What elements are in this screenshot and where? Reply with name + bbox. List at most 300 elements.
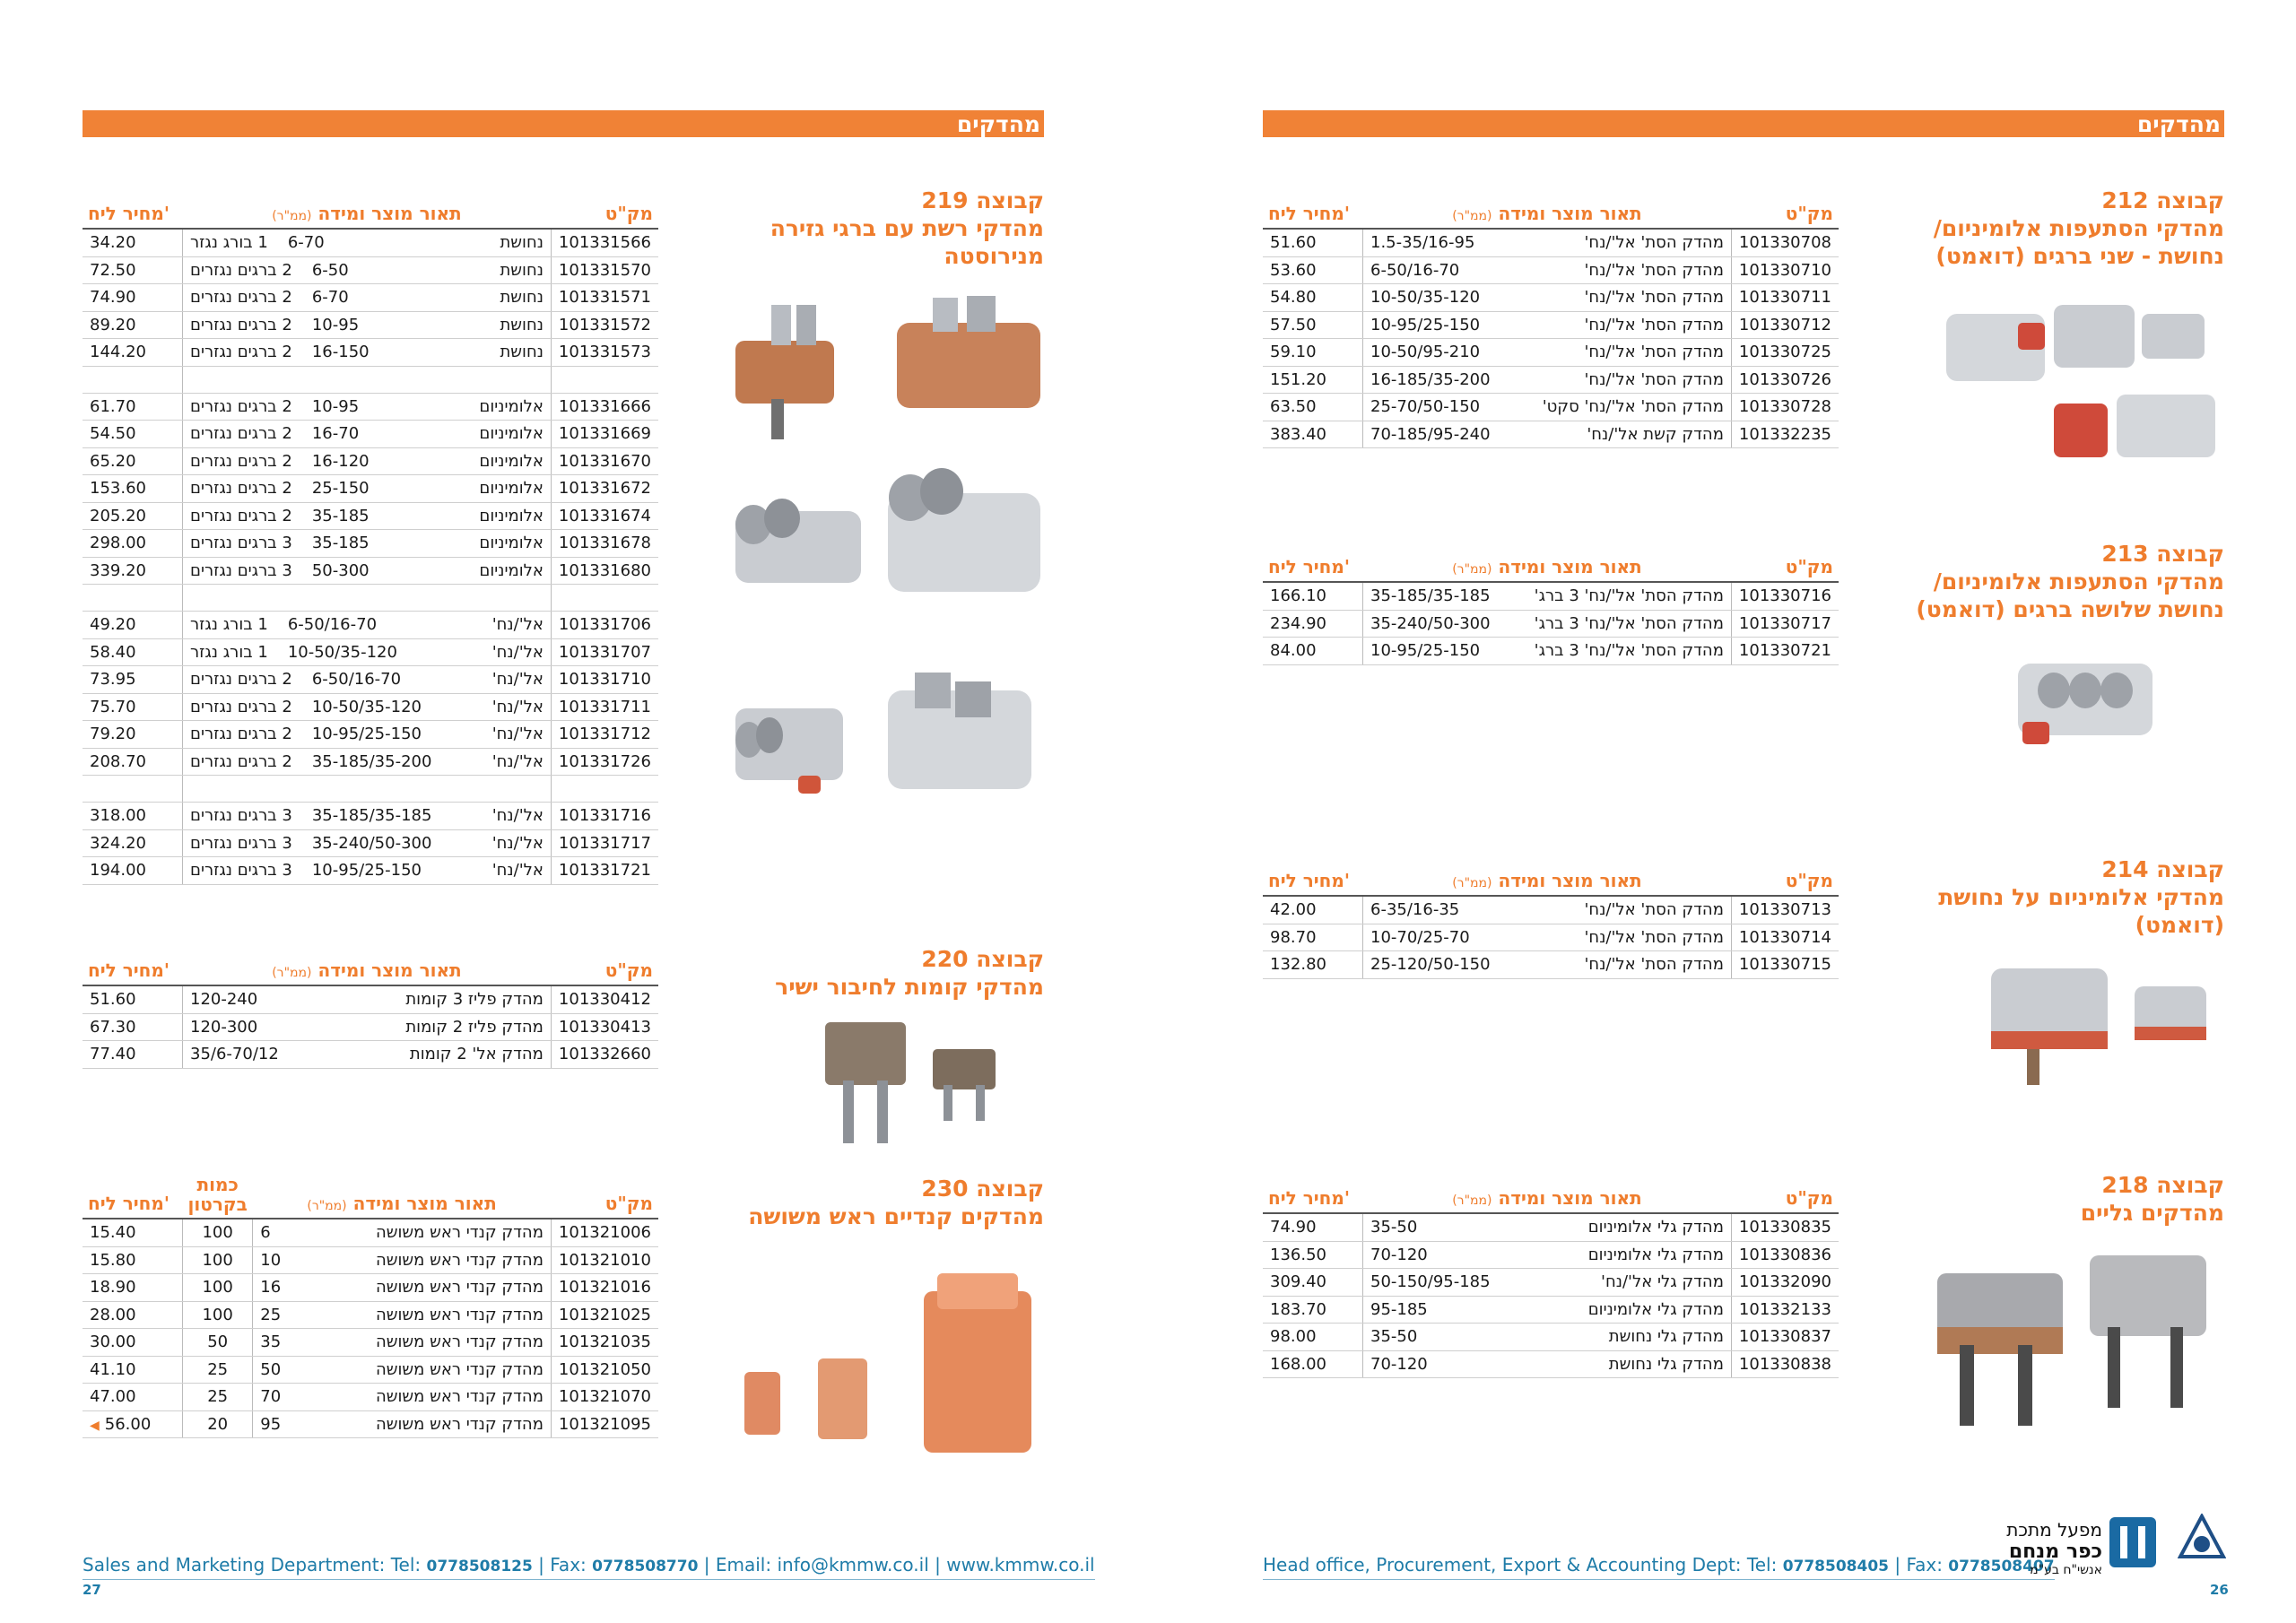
sku-cell: 101321016 — [551, 1274, 658, 1302]
sku-cell: 101321095 — [551, 1410, 658, 1438]
description-cell — [1363, 610, 1732, 638]
description: מהדק קנדי ראש משושה — [376, 1305, 544, 1324]
header-price: מחיר ליח' — [1263, 543, 1363, 582]
header-sku: מק"ט — [1731, 857, 1839, 896]
material: אלומיניום — [479, 479, 544, 499]
sku-cell: 101332660 — [551, 1041, 658, 1069]
table-header — [1263, 543, 1839, 582]
description-cell — [253, 1410, 552, 1438]
group-220-title — [775, 945, 1044, 1001]
dimension: 35-50 — [1370, 1218, 1418, 1237]
bolts: 2 ברגים נגזרים — [190, 343, 292, 362]
dimension: 120-300 — [190, 1017, 258, 1037]
table-row — [83, 339, 658, 367]
table-row — [1263, 951, 1839, 979]
table-row — [83, 829, 658, 857]
table-row — [83, 557, 658, 585]
price-cell: 77.40 — [83, 1041, 183, 1069]
description-cell — [253, 1301, 552, 1329]
price-cell: 339.20 — [83, 557, 183, 585]
header-description: תאור מוצר ומידה (ממ"ר) — [1363, 543, 1732, 582]
table-row — [1263, 1269, 1839, 1297]
bolts: 2 ברגים נגזרים — [190, 670, 292, 690]
price-cell: 15.80 — [83, 1246, 183, 1274]
material: נחושת — [500, 233, 544, 253]
dimension: 10-95/25-150 — [1370, 641, 1481, 661]
dimension: 35/6-70/12 — [190, 1045, 279, 1064]
bolts: 2 ברגים נגזרים — [190, 396, 292, 416]
price-cell: 65.20 — [83, 447, 183, 475]
description: מהדק קשת אל'/נח' — [1587, 424, 1724, 444]
bolts: 2 ברגים נגזרים — [190, 725, 292, 744]
price-cell: 51.60 — [1263, 229, 1363, 256]
description-cell — [183, 829, 552, 857]
sku-cell: 101331670 — [551, 447, 658, 475]
description-cell — [183, 284, 552, 312]
group-230-title — [748, 1175, 1044, 1230]
description-cell — [1363, 1296, 1732, 1324]
description-cell — [183, 475, 552, 503]
table-row — [83, 1301, 658, 1329]
table-row — [1263, 1296, 1839, 1324]
table-row — [83, 666, 658, 694]
table-row — [1263, 229, 1839, 256]
header-description: תאור מוצר ומידה (ממ"ר) — [1363, 857, 1732, 896]
description-cell — [253, 1329, 552, 1357]
sku-cell: 101321025 — [551, 1301, 658, 1329]
table-row — [1263, 311, 1839, 339]
dimension: 16-70 — [311, 424, 360, 444]
logo-line-1: מפעל מתכת — [2006, 1519, 2102, 1541]
sku-cell: 101331712 — [551, 721, 658, 749]
sku-cell: 101331726 — [551, 748, 658, 776]
price-cell: 89.20 — [83, 311, 183, 339]
description-cell — [1363, 1213, 1732, 1241]
price-cell: 42.00 — [1263, 896, 1363, 924]
product-photo-230 — [735, 1273, 1076, 1471]
price-cell: 58.40 — [83, 638, 183, 666]
table-header — [83, 190, 658, 229]
description: מהדק אל' 2 קומות — [409, 1045, 544, 1064]
group-number: קבוצה 218 — [2101, 1172, 2224, 1198]
price-cell: 47.00 — [83, 1384, 183, 1411]
footer-fax: 0778508770 — [592, 1558, 699, 1575]
material: אל'/נח' — [491, 697, 544, 716]
description-cell — [253, 1219, 552, 1246]
triangle-left-icon: ◀ — [90, 1418, 100, 1433]
description-cell — [183, 229, 552, 256]
footer-tel[interactable]: 0778508125 — [426, 1558, 533, 1575]
price-cell: 309.40 — [1263, 1269, 1363, 1297]
description: מהדק פליז 2 קומות — [405, 1017, 544, 1037]
sku-cell: 101331710 — [551, 666, 658, 694]
description-cell — [1363, 1350, 1732, 1378]
bolts: 1 בורג נגזר — [190, 233, 268, 253]
header-description: תאור מוצר ומידה (ממ"ר) — [183, 190, 552, 229]
description: מהדק הסת' אל'/נח' 3 ברג' — [1534, 641, 1724, 661]
header-qty: כמות בקרטון — [183, 1175, 253, 1219]
dimension: 35 — [260, 1332, 282, 1352]
sku-cell: 101331572 — [551, 311, 658, 339]
description: מהדק הסת' אל'/נח' — [1584, 260, 1724, 280]
group-number: קבוצה 230 — [921, 1176, 1044, 1202]
dimension: 95-185 — [1370, 1299, 1428, 1319]
dimension: 10-50/95-210 — [1370, 343, 1481, 362]
description: מהדק קנדי ראש משושה — [376, 1278, 544, 1298]
sku-cell: 101331570 — [551, 256, 658, 284]
product-photo-220 — [816, 1004, 1004, 1148]
description: מהדק הסת' אל'/נח' — [1584, 343, 1724, 362]
table-row — [83, 311, 658, 339]
group-name: מהדקי קומות לחיבור ישיר — [775, 974, 1044, 1000]
description-cell — [253, 1356, 552, 1384]
description-cell — [183, 311, 552, 339]
price-cell: 183.70 — [1263, 1296, 1363, 1324]
description-cell — [1363, 394, 1732, 421]
table-row — [1263, 582, 1839, 610]
table-row — [83, 421, 658, 448]
description-cell — [183, 421, 552, 448]
dimension: 10-50/35-120 — [1370, 288, 1481, 308]
group-218-title — [2081, 1171, 2224, 1227]
material: אלומיניום — [479, 424, 544, 444]
table-row — [83, 1219, 658, 1246]
dimension: 35-240/50-300 — [1370, 613, 1491, 633]
group-name: מהדקים גליים — [2080, 1200, 2224, 1226]
table-row — [1263, 610, 1839, 638]
header-sku: מק"ט — [1731, 190, 1839, 229]
table-row — [83, 447, 658, 475]
price-cell: 30.00 — [83, 1329, 183, 1357]
price-cell: 61.70 — [83, 393, 183, 421]
qty-cell: 25 — [183, 1356, 253, 1384]
product-photo-219 — [726, 287, 1058, 825]
group-number: קבוצה 214 — [2101, 856, 2224, 882]
dimension: 50-300 — [311, 560, 370, 580]
bolts: 2 ברגים נגזרים — [190, 751, 292, 771]
description: מהדק קנדי ראש משושה — [376, 1250, 544, 1270]
table-row — [1263, 1324, 1839, 1351]
bolts: 1 בורג נגזר — [190, 615, 268, 635]
sku-cell: 101330728 — [1731, 394, 1839, 421]
dimension: 35-185 — [311, 506, 370, 525]
table-row — [83, 1329, 658, 1357]
group-name: מהדקי הסתעפות אלומיניום/ נחושת - שני ברגים (דואמט) — [1933, 215, 2224, 269]
price-cell: 166.10 — [1263, 582, 1363, 610]
dimension: 50-150/95-185 — [1370, 1272, 1491, 1292]
header-description: תאור מוצר ומידה (ממ"ר) — [253, 1175, 552, 1219]
sku-cell: 101330711 — [1731, 284, 1839, 312]
sku-cell: 101331573 — [551, 339, 658, 367]
description-cell — [183, 557, 552, 585]
price-cell: 41.10 — [83, 1356, 183, 1384]
bolts: 2 ברגים נגזרים — [190, 315, 292, 334]
table-row — [83, 256, 658, 284]
dimension: 10-95/25-150 — [1370, 315, 1481, 334]
table-row — [83, 1274, 658, 1302]
footer-website[interactable]: | www.kmmw.co.il — [935, 1554, 1095, 1575]
sku-cell: 101331672 — [551, 475, 658, 503]
table-row — [1263, 394, 1839, 421]
bolts: 3 ברגים נגזרים — [190, 534, 292, 553]
sku-cell: 101330714 — [1731, 924, 1839, 951]
table-row — [83, 1041, 658, 1069]
footer-left — [83, 1554, 1095, 1580]
product-photo-212 — [1937, 287, 2224, 475]
price-cell: 151.20 — [1263, 366, 1363, 394]
table-row — [83, 1013, 658, 1041]
bolts: 3 ברגים נגזרים — [190, 833, 292, 853]
sku-cell: 101330715 — [1731, 951, 1839, 979]
description-cell — [183, 530, 552, 558]
description-cell — [1363, 924, 1732, 951]
qty-cell: 50 — [183, 1329, 253, 1357]
dimension: 35-240/50-300 — [311, 833, 432, 853]
group-name: מהדקים קנדיים ראש משושה — [748, 1203, 1044, 1229]
description-cell — [1363, 1241, 1732, 1269]
company-logo-icon — [2108, 1515, 2158, 1569]
footer-label: Sales and Marketing Department: Tel: — [83, 1554, 422, 1575]
sku-cell: 101330837 — [1731, 1324, 1839, 1351]
qty-cell: 100 — [183, 1219, 253, 1246]
table-row — [83, 1246, 658, 1274]
table-header — [83, 947, 658, 985]
aluminium-clamp-image — [735, 468, 1040, 592]
dimension: 6-35/16-35 — [1370, 900, 1460, 920]
material: אלומיניום — [479, 451, 544, 471]
description: מהדק קנדי ראש משושה — [376, 1359, 544, 1379]
material: אלומיניום — [479, 560, 544, 580]
dimension: 50 — [260, 1359, 282, 1379]
group-name: מהדקי אלומיניום על נחושת (דואמט) — [1938, 884, 2224, 938]
dimension: 35-185/35-200 — [311, 751, 432, 771]
dimension: 10-50/35-120 — [311, 697, 422, 716]
sku-cell: 101330708 — [1731, 229, 1839, 256]
price-cell: 136.50 — [1263, 1241, 1363, 1269]
header-description: תאור מוצר ומידה (ממ"ר) — [1363, 190, 1732, 229]
table-row — [83, 748, 658, 776]
price-cell: 28.00 — [83, 1301, 183, 1329]
sku-cell: 101332235 — [1731, 421, 1839, 448]
price-cell: 54.50 — [83, 421, 183, 448]
table-row — [83, 857, 658, 885]
material: אל'/נח' — [491, 725, 544, 744]
table-row-spacer — [83, 776, 658, 803]
table-row-spacer — [83, 585, 658, 612]
price-table-218 — [1263, 1175, 1839, 1378]
sku-cell: 101331706 — [551, 612, 658, 639]
description: מהדק הסת' אל'/נח' סקט' — [1542, 397, 1724, 417]
description: מהדק קנדי ראש משושה — [376, 1332, 544, 1352]
description-cell — [183, 857, 552, 885]
material: אל'/נח' — [491, 806, 544, 826]
price-table-212 — [1263, 190, 1839, 448]
description-cell — [183, 502, 552, 530]
description-cell — [1363, 582, 1732, 610]
description-cell — [183, 393, 552, 421]
description-cell — [183, 1041, 552, 1069]
dimension: 10 — [260, 1250, 282, 1270]
dimension: 6-70 — [287, 233, 325, 253]
company-emblem-icon — [2178, 1514, 2226, 1566]
description-cell — [1363, 339, 1732, 367]
dimension: 6-50/16-70 — [1370, 260, 1460, 280]
description-cell — [183, 803, 552, 830]
description: מהדק הסת' אל'/נח' 3 ברג' — [1534, 613, 1724, 633]
price-cell: 15.40 — [83, 1219, 183, 1246]
material: אל'/נח' — [491, 833, 544, 853]
sku-cell: 101331721 — [551, 857, 658, 885]
material: אל'/נח' — [491, 642, 544, 662]
table-row — [83, 1410, 658, 1438]
dimension: 70 — [260, 1387, 282, 1407]
description-cell — [1363, 1324, 1732, 1351]
footer-right — [1263, 1554, 2055, 1580]
description-cell — [1363, 256, 1732, 284]
material: אלומיניום — [479, 506, 544, 525]
price-cell: 63.50 — [1263, 394, 1363, 421]
material: נחושת — [500, 288, 544, 308]
sku-cell: 101330413 — [551, 1013, 658, 1041]
dimension: 6-70 — [311, 288, 349, 308]
sku-cell: 101330412 — [551, 985, 658, 1013]
description: מהדק הסת' אל'/נח' — [1584, 233, 1724, 253]
material: נחושת — [500, 315, 544, 334]
price-cell: 67.30 — [83, 1013, 183, 1041]
dimension: 6 — [260, 1223, 271, 1243]
table-row — [1263, 1241, 1839, 1269]
group-219-title — [770, 187, 1044, 270]
bolts: 3 ברגים נגזרים — [190, 806, 292, 826]
sku-cell: 101330717 — [1731, 610, 1839, 638]
material: אלומיניום — [479, 534, 544, 553]
material: אל'/נח' — [491, 861, 544, 881]
price-cell: 234.90 — [1263, 610, 1363, 638]
header-price: מחיר ליח' — [1263, 1175, 1363, 1213]
header-sku: מק"ט — [551, 947, 658, 985]
dimension: 16-185/35-200 — [1370, 369, 1491, 389]
sku-cell: 101331678 — [551, 530, 658, 558]
table-row — [1263, 638, 1839, 665]
sku-cell: 101321035 — [551, 1329, 658, 1357]
dimension: 6-50/16-70 — [287, 615, 378, 635]
header-price: מחיר ליח' — [83, 947, 183, 985]
price-cell: 74.90 — [83, 284, 183, 312]
price-table-220 — [83, 947, 658, 1069]
material: אל'/נח' — [491, 751, 544, 771]
logo-line-3: אנשי"ח בע"מ — [2030, 1563, 2102, 1577]
description-cell — [1363, 311, 1732, 339]
description-cell — [253, 1274, 552, 1302]
price-cell: 72.50 — [83, 256, 183, 284]
group-213-title — [1916, 540, 2224, 623]
footer-email[interactable]: | Email: info@kmmw.co.il — [703, 1554, 929, 1575]
description-cell — [1363, 896, 1732, 924]
table-row — [1263, 256, 1839, 284]
description-cell — [1363, 951, 1732, 979]
description-cell — [183, 748, 552, 776]
sku-cell: 101330835 — [1731, 1213, 1839, 1241]
table-row — [1263, 1350, 1839, 1378]
footer-fax-label: | Fax: — [1894, 1554, 1943, 1575]
dimension: 10-50/35-120 — [287, 642, 397, 662]
bolts: 2 ברגים נגזרים — [190, 424, 292, 444]
price-cell: 74.90 — [1263, 1213, 1363, 1241]
description: מהדק גלי נחושת — [1608, 1354, 1724, 1374]
price-cell: 208.70 — [83, 748, 183, 776]
description: מהדק הסת' אל'/נח' — [1584, 955, 1724, 975]
description: מהדק הסת' אל'/נח' — [1584, 927, 1724, 947]
price-cell: 75.70 — [83, 693, 183, 721]
price-cell: 318.00 — [83, 803, 183, 830]
qty-cell: 100 — [183, 1301, 253, 1329]
dimension: 35-185/35-185 — [1370, 586, 1491, 606]
footer-label: Head office, Procurement, Export & Accounting Dept: Tel: — [1263, 1554, 1778, 1575]
dimension: 16-120 — [311, 451, 370, 471]
page-number-left: 27 — [83, 1582, 101, 1598]
page-number-right: 26 — [2210, 1582, 2229, 1598]
material: נחושת — [500, 343, 544, 362]
sku-cell: 101331707 — [551, 638, 658, 666]
price-cell: 54.80 — [1263, 284, 1363, 312]
price-cell: 298.00 — [83, 530, 183, 558]
sku-cell: 101330838 — [1731, 1350, 1839, 1378]
dimension: 6-50 — [311, 260, 349, 280]
table-header — [1263, 1175, 1839, 1213]
sku-cell: 101321050 — [551, 1356, 658, 1384]
price-cell: 168.00 — [1263, 1350, 1363, 1378]
sku-cell: 101330836 — [1731, 1241, 1839, 1269]
header-sku: מק"ט — [551, 1175, 658, 1219]
price-cell: 79.20 — [83, 721, 183, 749]
footer-fax-label: | Fax: — [538, 1554, 587, 1575]
price-cell: 194.00 — [83, 857, 183, 885]
table-header — [1263, 857, 1839, 896]
al-cu-clamp-image — [735, 673, 1031, 794]
bolts: 2 ברגים נגזרים — [190, 506, 292, 525]
price-cell: 98.70 — [1263, 924, 1363, 951]
table-row — [83, 612, 658, 639]
price-cell: 18.90 — [83, 1274, 183, 1302]
description: מהדק קנדי ראש משושה — [376, 1387, 544, 1407]
table-row — [1263, 1213, 1839, 1241]
header-price: מחיר ליח' — [83, 190, 183, 229]
table-row — [1263, 924, 1839, 951]
bolts: 2 ברגים נגזרים — [190, 697, 292, 716]
description-cell — [183, 612, 552, 639]
material: נחושת — [500, 260, 544, 280]
logo-line-2: כפר מנחם — [2008, 1541, 2102, 1563]
qty-cell: 100 — [183, 1274, 253, 1302]
footer-tel[interactable]: 0778508405 — [1782, 1558, 1889, 1575]
dimension: 120-240 — [190, 990, 258, 1010]
group-number: קבוצה 213 — [2101, 541, 2224, 567]
bolts: 1 בורג נגזר — [190, 642, 268, 662]
description: מהדק גלי אלומיניום — [1587, 1299, 1724, 1319]
dimension: 16 — [260, 1278, 282, 1298]
description: מהדק גלי אל'/נח' — [1601, 1272, 1724, 1292]
dimension: 10-95/25-150 — [311, 861, 422, 881]
table-row — [1263, 366, 1839, 394]
dimension: 70-185/95-240 — [1370, 424, 1491, 444]
description: מהדק קנדי ראש משושה — [376, 1414, 544, 1434]
price-cell: 383.40 — [1263, 421, 1363, 448]
description-cell — [183, 1013, 552, 1041]
price-cell: ◀ 56.00 — [83, 1410, 183, 1438]
dimension: 70-120 — [1370, 1354, 1428, 1374]
description-cell — [183, 638, 552, 666]
price-cell: 49.20 — [83, 612, 183, 639]
